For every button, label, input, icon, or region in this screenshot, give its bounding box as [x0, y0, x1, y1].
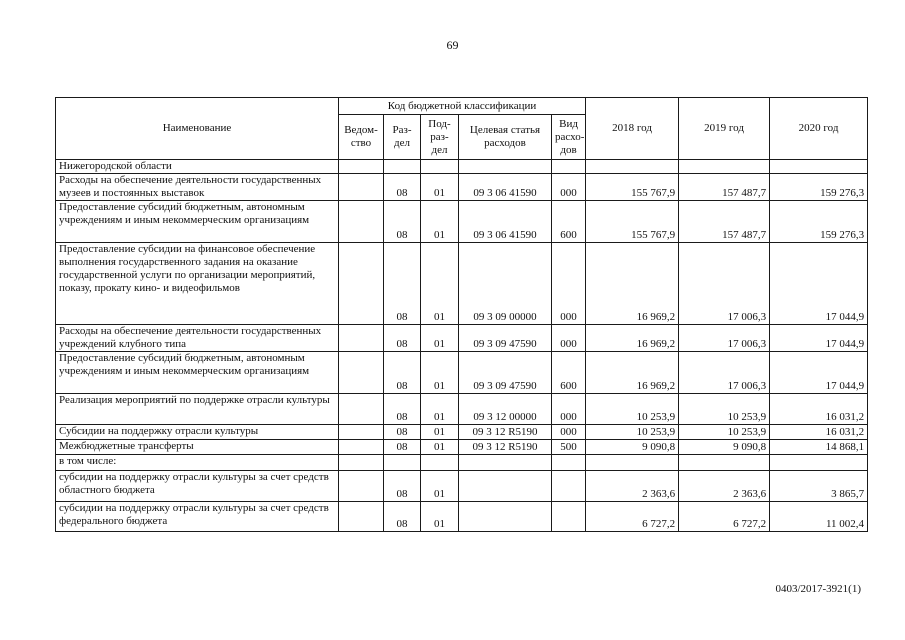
- cell-vid: 000: [552, 325, 586, 352]
- cell-name: Расходы на обеспечение деятельности государственных учреждений клубного типа: [56, 325, 339, 352]
- cell-tselevaya: [459, 502, 552, 532]
- cell-2020: 17 044,9: [770, 352, 868, 394]
- cell-2019: 10 253,9: [679, 425, 770, 440]
- cell-vedomstvo: [339, 352, 384, 394]
- header-podrazdel: Под-раз-дел: [421, 115, 459, 160]
- cell-2018: [586, 455, 679, 471]
- header-2019: 2019 год: [679, 98, 770, 160]
- cell-vid: [552, 471, 586, 502]
- page-number: 69: [446, 38, 459, 52]
- header-2020: 2020 год: [770, 98, 868, 160]
- table-row: [56, 394, 868, 425]
- cell-razdel: 08: [384, 471, 421, 502]
- cell-vid: [552, 455, 586, 471]
- cell-vedomstvo: [339, 502, 384, 532]
- cell-2018: 10 253,9: [586, 425, 679, 440]
- cell-vedomstvo: [339, 325, 384, 352]
- cell-tselevaya: [459, 160, 552, 174]
- cell-tselevaya: 09 3 09 00000: [459, 243, 552, 325]
- cell-2020: 17 044,9: [770, 325, 868, 352]
- cell-tselevaya: 09 3 12 R5190: [459, 440, 552, 455]
- cell-tselevaya: 09 3 09 47590: [459, 325, 552, 352]
- cell-podrazdel: 01: [421, 243, 459, 325]
- cell-vid: 000: [552, 243, 586, 325]
- cell-vid: 000: [552, 174, 586, 201]
- cell-2019: [679, 455, 770, 471]
- cell-razdel: [384, 455, 421, 471]
- cell-podrazdel: [421, 160, 459, 174]
- cell-2020: [770, 455, 868, 471]
- cell-razdel: 08: [384, 352, 421, 394]
- cell-podrazdel: 01: [421, 325, 459, 352]
- cell-2020: 11 002,4: [770, 502, 868, 532]
- cell-2019: 17 006,3: [679, 243, 770, 325]
- cell-tselevaya: 09 3 12 00000: [459, 394, 552, 425]
- cell-tselevaya: 09 3 06 41590: [459, 201, 552, 243]
- cell-2018: 9 090,8: [586, 440, 679, 455]
- cell-2018: 16 969,2: [586, 325, 679, 352]
- table-row: [56, 502, 868, 532]
- cell-2019: 17 006,3: [679, 352, 770, 394]
- table-row: [56, 174, 868, 201]
- header-code-group: Код бюджетной классификации: [339, 98, 586, 115]
- cell-vedomstvo: [339, 471, 384, 502]
- table-row: [56, 471, 868, 502]
- cell-2018: 2 363,6: [586, 471, 679, 502]
- cell-tselevaya: [459, 455, 552, 471]
- cell-razdel: 08: [384, 394, 421, 425]
- table-row: [56, 201, 868, 243]
- cell-2018: 155 767,9: [586, 174, 679, 201]
- cell-podrazdel: 01: [421, 502, 459, 532]
- cell-2019: 157 487,7: [679, 201, 770, 243]
- cell-2019: 17 006,3: [679, 325, 770, 352]
- cell-vid: 600: [552, 352, 586, 394]
- cell-podrazdel: 01: [421, 440, 459, 455]
- cell-name: Нижегородской области: [56, 160, 339, 174]
- cell-vedomstvo: [339, 394, 384, 425]
- cell-podrazdel: 01: [421, 394, 459, 425]
- cell-vedomstvo: [339, 160, 384, 174]
- cell-tselevaya: 09 3 06 41590: [459, 174, 552, 201]
- cell-razdel: 08: [384, 243, 421, 325]
- cell-2020: 159 276,3: [770, 201, 868, 243]
- table-row: [56, 440, 868, 455]
- cell-vedomstvo: [339, 440, 384, 455]
- cell-name: в том числе:: [56, 455, 339, 471]
- cell-2018: 10 253,9: [586, 394, 679, 425]
- cell-podrazdel: [421, 455, 459, 471]
- cell-name: Расходы на обеспечение деятельности государственных музеев и постоянных выставок: [56, 174, 339, 201]
- cell-podrazdel: 01: [421, 471, 459, 502]
- cell-razdel: 08: [384, 325, 421, 352]
- budget-table: [55, 97, 868, 532]
- cell-name: субсидии на поддержку отрасли культуры за счет средств федерального бюджета: [56, 502, 339, 532]
- cell-2020: 17 044,9: [770, 243, 868, 325]
- cell-vid: 000: [552, 425, 586, 440]
- header-tselevaya: Целевая статья расходов: [459, 115, 552, 160]
- cell-razdel: 08: [384, 201, 421, 243]
- cell-2019: 9 090,8: [679, 440, 770, 455]
- cell-podrazdel: 01: [421, 174, 459, 201]
- cell-vedomstvo: [339, 201, 384, 243]
- cell-vedomstvo: [339, 174, 384, 201]
- cell-2019: [679, 160, 770, 174]
- cell-razdel: [384, 160, 421, 174]
- table-body: [56, 160, 868, 532]
- table-header: [56, 98, 868, 160]
- cell-vid: 600: [552, 201, 586, 243]
- cell-razdel: 08: [384, 174, 421, 201]
- table-row: [56, 160, 868, 174]
- cell-2019: 157 487,7: [679, 174, 770, 201]
- cell-2020: 159 276,3: [770, 174, 868, 201]
- cell-razdel: 08: [384, 440, 421, 455]
- cell-name: Предоставление субсидии на финансовое обеспечение выполнения государственного задания на оказание государственной услуги по организации мероприятий, показу, прокату кино- и видеофильмов: [56, 243, 339, 325]
- header-name: Наименование: [56, 98, 339, 160]
- cell-vid: [552, 160, 586, 174]
- cell-tselevaya: [459, 471, 552, 502]
- cell-razdel: 08: [384, 502, 421, 532]
- cell-vedomstvo: [339, 455, 384, 471]
- header-razdel: Раз-дел: [384, 115, 421, 160]
- cell-tselevaya: 09 3 12 R5190: [459, 425, 552, 440]
- table-row: [56, 425, 868, 440]
- cell-2020: 14 868,1: [770, 440, 868, 455]
- cell-2019: 10 253,9: [679, 394, 770, 425]
- cell-vedomstvo: [339, 425, 384, 440]
- cell-name: Реализация мероприятий по поддержке отрасли культуры: [56, 394, 339, 425]
- cell-podrazdel: 01: [421, 201, 459, 243]
- cell-name: Предоставление субсидий бюджетным, автономным учреждениям и иным некоммерческим организациям: [56, 201, 339, 243]
- header-vedomstvo: Ведом-ство: [339, 115, 384, 160]
- cell-2020: 3 865,7: [770, 471, 868, 502]
- cell-podrazdel: 01: [421, 352, 459, 394]
- cell-name: Субсидии на поддержку отрасли культуры: [56, 425, 339, 440]
- cell-name: Межбюджетные трансферты: [56, 440, 339, 455]
- cell-podrazdel: 01: [421, 425, 459, 440]
- cell-2018: [586, 160, 679, 174]
- header-2018: 2018 год: [586, 98, 679, 160]
- table-row: [56, 352, 868, 394]
- cell-2018: 16 969,2: [586, 243, 679, 325]
- document-code: 0403/2017-3921(1): [775, 583, 861, 595]
- cell-2018: 155 767,9: [586, 201, 679, 243]
- cell-name: Предоставление субсидий бюджетным, автономным учреждениям и иным некоммерческим организациям: [56, 352, 339, 394]
- cell-tselevaya: 09 3 09 47590: [459, 352, 552, 394]
- table-row: [56, 325, 868, 352]
- header-vid: Вид расхо-дов: [552, 115, 586, 160]
- cell-2020: 16 031,2: [770, 394, 868, 425]
- cell-2019: 2 363,6: [679, 471, 770, 502]
- table-row: [56, 455, 868, 471]
- table-row: [56, 243, 868, 325]
- cell-2018: 6 727,2: [586, 502, 679, 532]
- cell-vedomstvo: [339, 243, 384, 325]
- cell-2019: 6 727,2: [679, 502, 770, 532]
- cell-vid: 500: [552, 440, 586, 455]
- cell-name: субсидии на поддержку отрасли культуры за счет средств областного бюджета: [56, 471, 339, 502]
- cell-2020: 16 031,2: [770, 425, 868, 440]
- cell-razdel: 08: [384, 425, 421, 440]
- cell-2020: [770, 160, 868, 174]
- cell-vid: [552, 502, 586, 532]
- cell-vid: 000: [552, 394, 586, 425]
- cell-2018: 16 969,2: [586, 352, 679, 394]
